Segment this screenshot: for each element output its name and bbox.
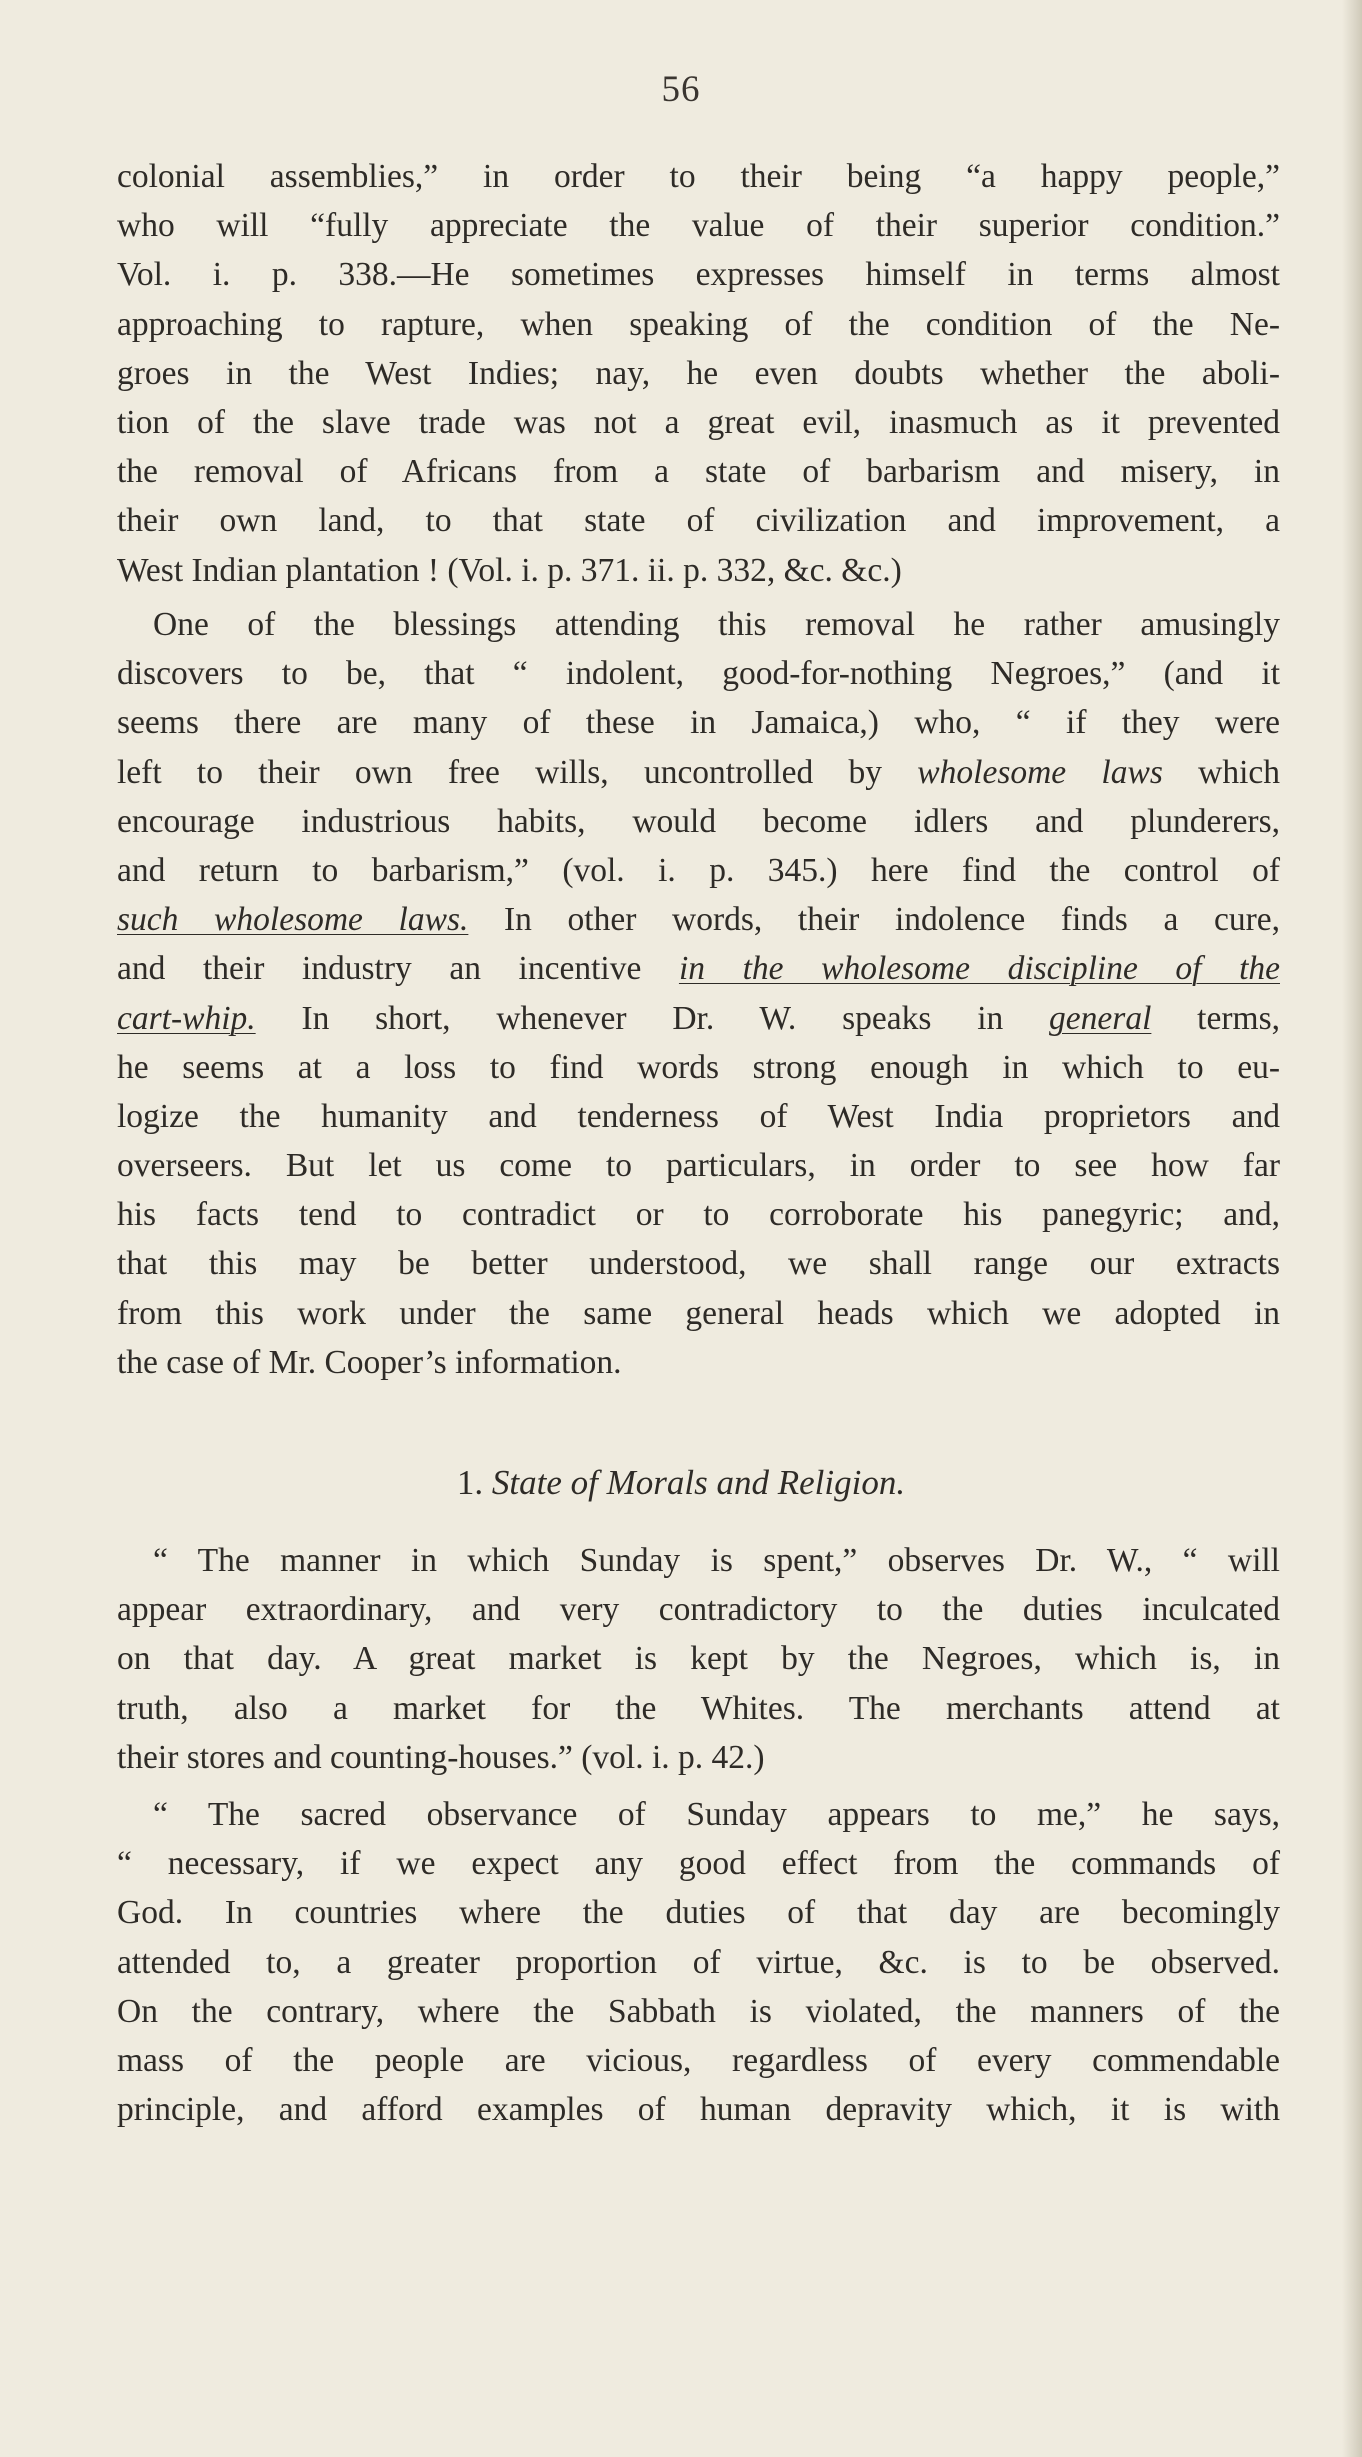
text-line: logize the humanity and tenderness of West India proprietors and — [117, 1097, 1280, 1135]
text-line: “ necessary, if we expect any good effect from the commands of — [117, 1845, 1280, 1883]
page-edge-shadow — [1342, 0, 1362, 2457]
text-line: “ The sacred observance of Sunday appears to me,” he says, — [153, 1796, 1280, 1833]
text-line: left to their own free wills, uncontrolled by wholesome laws which — [117, 753, 1281, 791]
paragraph-continuation — [117, 152, 1280, 595]
text-line: One of the blessings attending this removal he rather amusingly — [153, 606, 1280, 643]
text-line: their own land, to that state of civilization and improvement, a — [117, 502, 1280, 540]
text-line: mass of the people are vicious, regardless of every commendable — [117, 2041, 1280, 2079]
text-line: he seems at a loss to find words strong enough in which to eu- — [117, 1048, 1280, 1086]
paragraph-blessings — [117, 600, 1280, 1387]
page-number: 56 — [661, 69, 701, 110]
text-line: encourage industrious habits, would become idlers and plunderers, — [117, 802, 1280, 840]
text-line: from this work under the same general heads which we adopted in — [117, 1294, 1280, 1332]
text-line: overseers. But let us come to particulars, in order to see how far — [117, 1147, 1280, 1185]
text-line: their stores and counting-houses.” (vol. i. p. 42.) — [117, 1738, 765, 1776]
section-heading — [0, 1463, 1362, 1503]
section-number: 1. — [456, 1463, 484, 1502]
text-line: approaching to rapture, when speaking of the condition of the Ne- — [117, 305, 1280, 343]
text-line: who will “fully appreciate the value of their superior condition.” — [117, 207, 1280, 245]
text-line: such wholesome laws. In other words, their indolence finds a cure, — [117, 901, 1280, 939]
text-line: the case of Mr. Cooper’s information. — [117, 1343, 622, 1381]
text-line: principle, and afford examples of human depravity which, it is with — [117, 2091, 1280, 2129]
text-line: cart-whip. In short, whenever Dr. W. speaks in general terms, — [117, 999, 1280, 1037]
text-line: truth, also a market for the Whites. The merchants attend at — [117, 1689, 1280, 1727]
text-line: discovers to be, that “ indolent, good-for-nothing Negroes,” (and it — [117, 655, 1280, 693]
text-line: and return to barbarism,” (vol. i. p. 345.) here find the control of — [117, 851, 1280, 889]
paragraph-sunday-market — [117, 1536, 1280, 1782]
paragraph-sabbath — [117, 1790, 1280, 2134]
text-line: “ The manner in which Sunday is spent,” observes Dr. W., “ will — [153, 1542, 1280, 1579]
text-line: West Indian plantation ! (Vol. i. p. 371. ii. p. 332, &c. &c.) — [117, 551, 902, 589]
section-title: State of Morals and Religion. — [491, 1463, 906, 1502]
text-line: his facts tend to contradict or to corroborate his panegyric; and, — [117, 1196, 1280, 1234]
text-line: attended to, a greater proportion of virtue, &c. is to be observed. — [117, 1943, 1280, 1981]
text-line: that this may be better understood, we shall range our extracts — [117, 1245, 1280, 1283]
text-line: God. In countries where the duties of that day are becomingly — [117, 1894, 1280, 1932]
text-line: groes in the West Indies; nay, he even doubts whether the aboli- — [117, 354, 1280, 392]
text-line: the removal of Africans from a state of barbarism and misery, in — [117, 453, 1280, 491]
text-line: appear extraordinary, and very contradictory to the duties inculcated — [117, 1591, 1280, 1629]
text-line: on that day. A great market is kept by the Negroes, which is, in — [117, 1640, 1280, 1678]
text-line: colonial assemblies,” in order to their being “a happy people,” — [117, 158, 1280, 195]
text-line: and their industry an incentive in the wholesome discipline of the — [117, 950, 1280, 988]
text-line: seems there are many of these in Jamaica,) who, “ if they were — [117, 704, 1280, 742]
text-line: Vol. i. p. 338.—He sometimes expresses himself in terms almost — [117, 256, 1280, 294]
text-line: On the contrary, where the Sabbath is violated, the manners of the — [117, 1992, 1280, 2030]
text-line: tion of the slave trade was not a great evil, inasmuch as it prevented — [117, 403, 1280, 441]
